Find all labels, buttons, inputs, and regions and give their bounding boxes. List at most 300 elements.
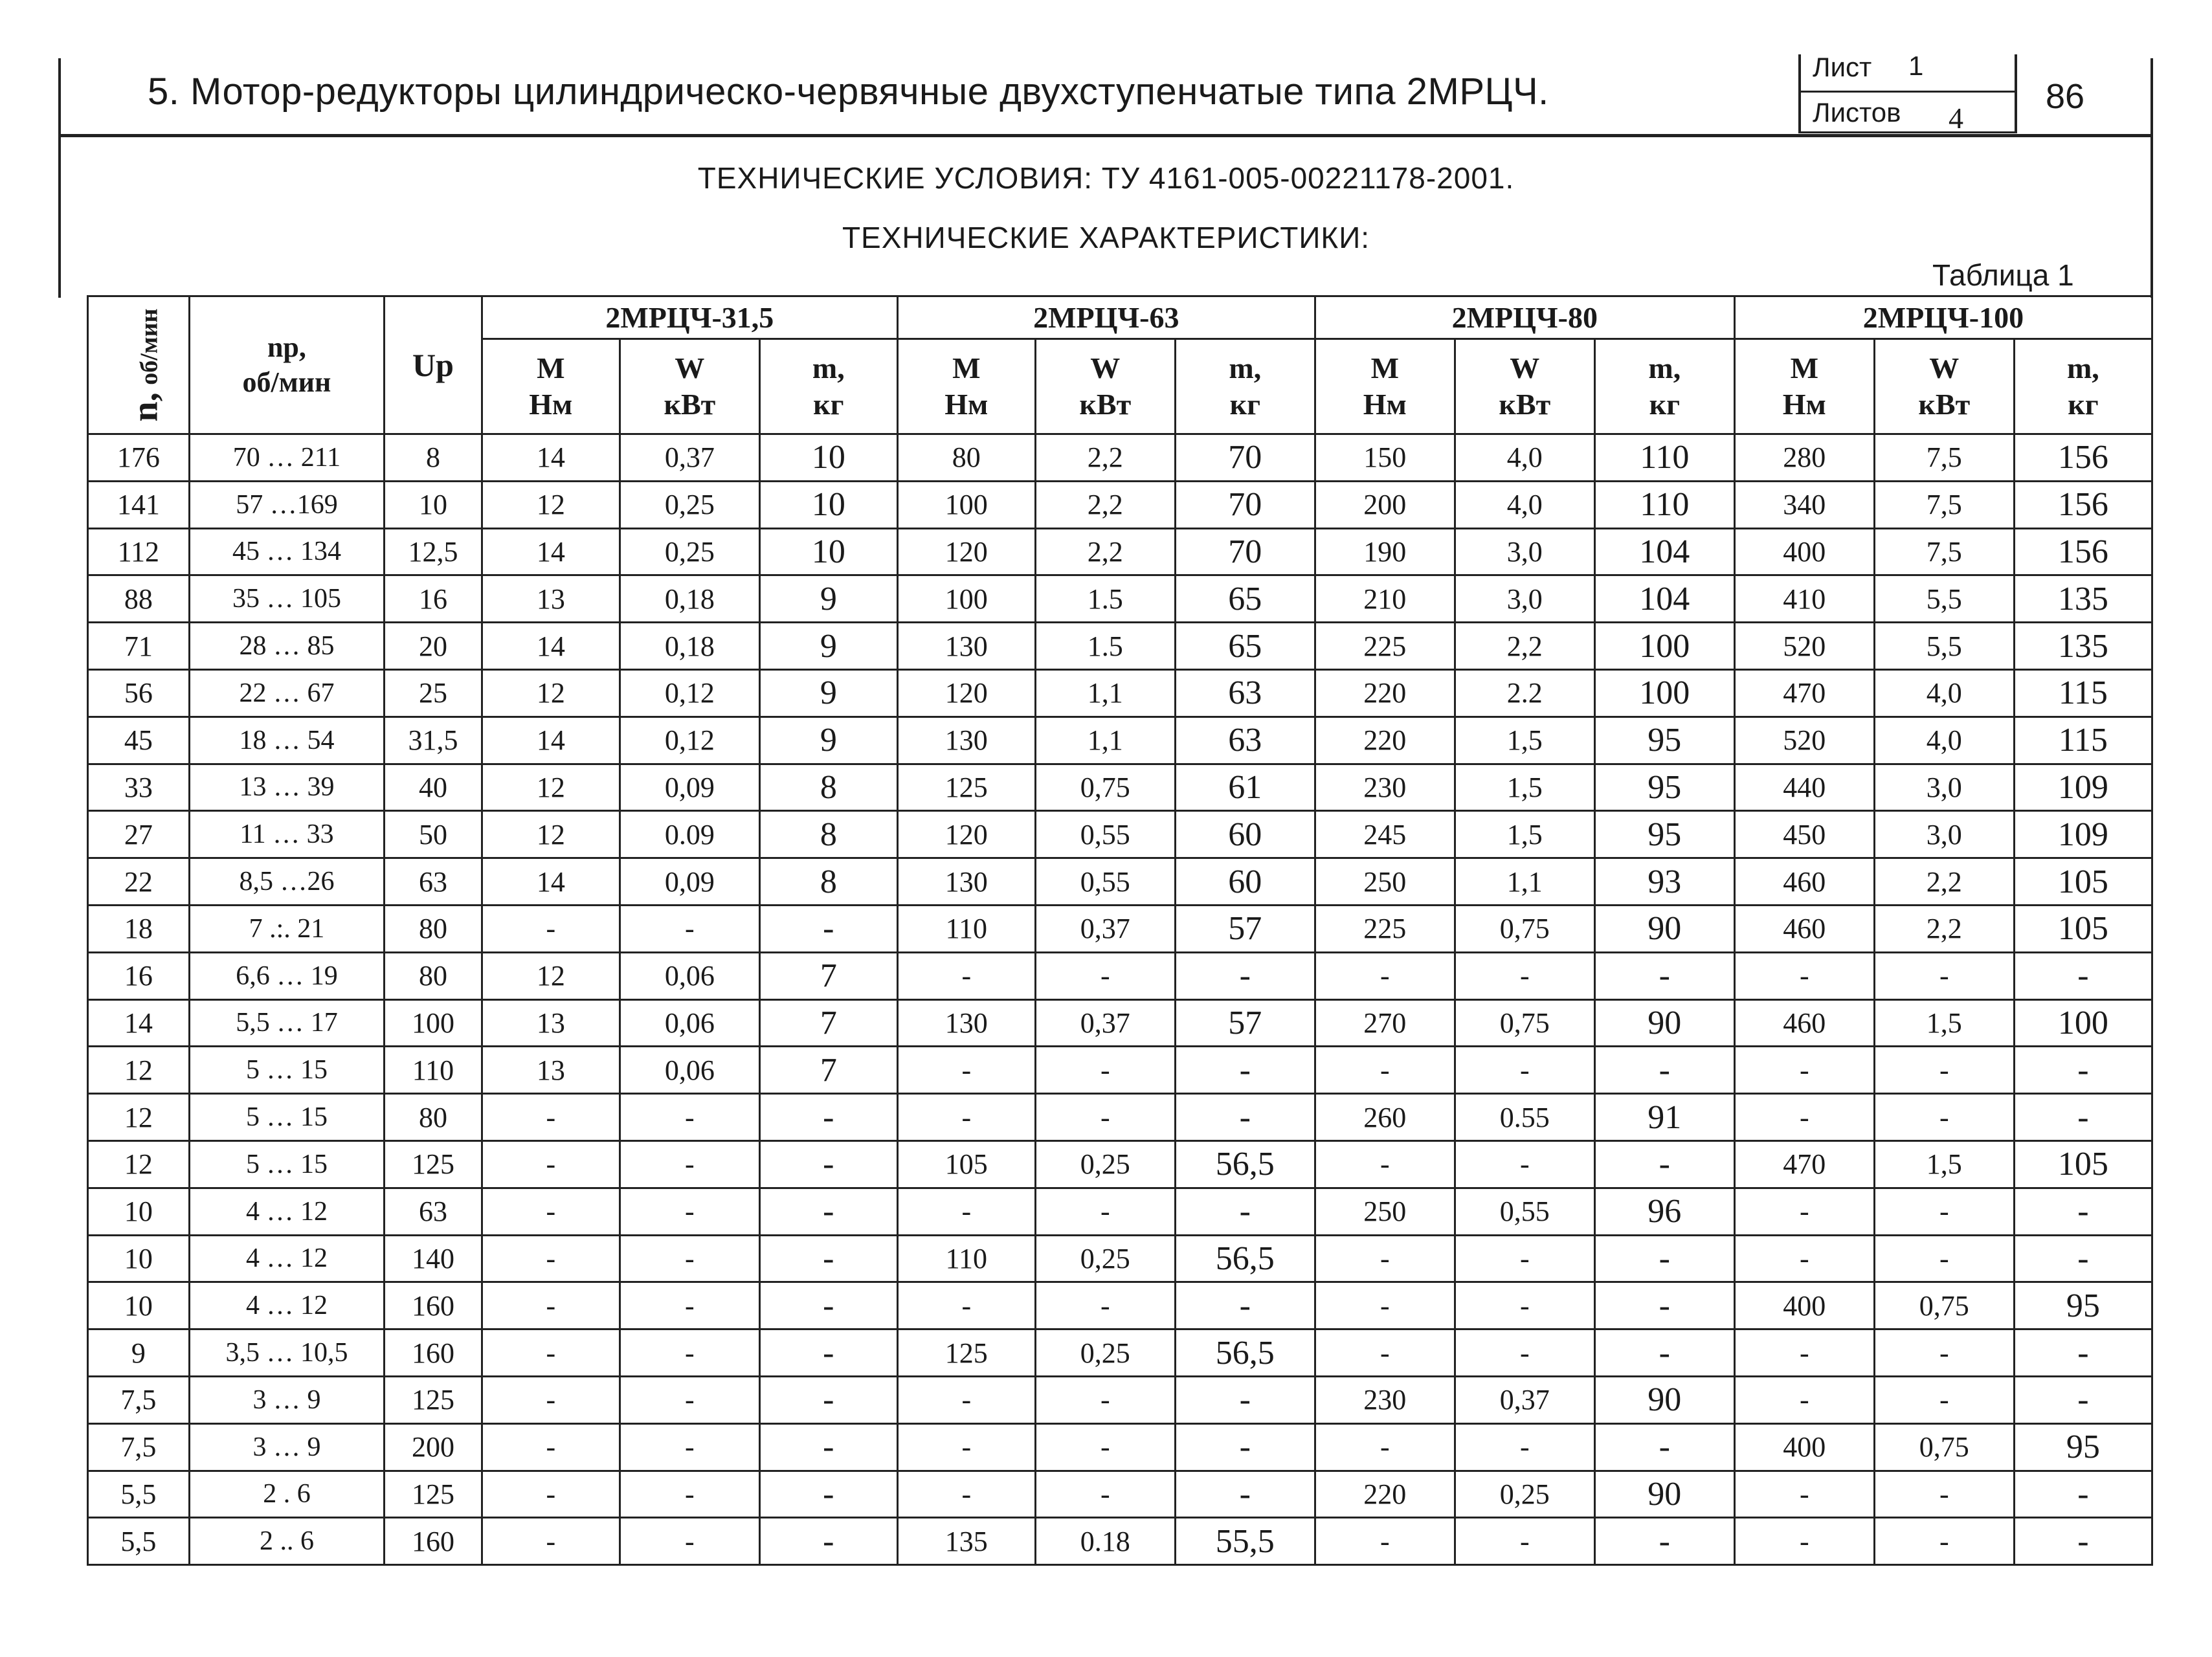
table-cell: 13 xyxy=(482,999,620,1047)
table-cell: 1,5 xyxy=(1455,764,1594,811)
table-cell: 1,1 xyxy=(1035,669,1175,717)
table-row xyxy=(88,1282,2152,1329)
table-cell: 130 xyxy=(897,623,1035,670)
table-cell: - xyxy=(1874,1471,2014,1518)
table-cell: 270 xyxy=(1315,999,1455,1047)
table-row xyxy=(88,1423,2152,1471)
table-cell: 70 xyxy=(1175,528,1315,575)
table-cell: 95 xyxy=(1594,811,1734,858)
table-cell: 10 xyxy=(88,1188,190,1235)
table-cell: 260 xyxy=(1315,1094,1455,1141)
table-cell: 12,5 xyxy=(385,528,482,575)
table-cell: 12 xyxy=(88,1047,190,1094)
table-cell: 7,5 xyxy=(88,1376,190,1423)
table-cell: - xyxy=(1315,1140,1455,1188)
table-cell: 14 xyxy=(482,528,620,575)
table-cell: - xyxy=(759,1471,897,1518)
table-cell: 90 xyxy=(1594,1471,1734,1518)
table-cell: 12 xyxy=(482,764,620,811)
table-cell: 0,25 xyxy=(1035,1140,1175,1188)
table-row xyxy=(88,434,2152,482)
table-cell: - xyxy=(1035,1376,1175,1423)
table-cell: - xyxy=(1315,1235,1455,1282)
table-cell: - xyxy=(620,1140,759,1188)
table-cell: 230 xyxy=(1315,1376,1455,1423)
table-cell: 10 xyxy=(88,1282,190,1329)
table-cell: 0,75 xyxy=(1874,1282,2014,1329)
table-cell: 104 xyxy=(1594,575,1734,623)
table-cell: 156 xyxy=(2014,434,2152,482)
table-cell: - xyxy=(482,1471,620,1518)
table-cell: 160 xyxy=(385,1518,482,1565)
table-cell: 10 xyxy=(88,1235,190,1282)
table-cell: 0,25 xyxy=(620,481,759,528)
group-header-31-5: 2МРЦЧ-31,5 xyxy=(482,296,897,339)
table-cell: 105 xyxy=(2014,858,2152,906)
table-cell: - xyxy=(1734,1188,1874,1235)
table-cell: 0,18 xyxy=(620,623,759,670)
table-cell: 12 xyxy=(482,952,620,999)
table-cell: 5,5 xyxy=(1874,623,2014,670)
table-cell: 10 xyxy=(759,528,897,575)
table-cell: 14 xyxy=(482,623,620,670)
table-cell: 0,25 xyxy=(1035,1235,1175,1282)
table-cell: 2,2 xyxy=(1035,434,1175,482)
table-cell: 109 xyxy=(2014,764,2152,811)
table-cell: 0,37 xyxy=(620,434,759,482)
table-cell: - xyxy=(759,905,897,952)
table-cell: 225 xyxy=(1315,905,1455,952)
table-cell: - xyxy=(620,1235,759,1282)
table-cell: 340 xyxy=(1734,481,1874,528)
table-cell: - xyxy=(1874,1329,2014,1377)
table-cell: 9 xyxy=(759,575,897,623)
table-cell: - xyxy=(1874,1235,2014,1282)
table-cell: - xyxy=(620,905,759,952)
table-row xyxy=(88,1047,2152,1094)
table-cell: - xyxy=(1035,1188,1175,1235)
col-header-n-symbol: n, xyxy=(125,392,166,422)
table-row xyxy=(88,1518,2152,1565)
col-header-up: Uр xyxy=(385,296,482,434)
table-cell: 16 xyxy=(88,952,190,999)
spec-table xyxy=(87,295,2153,1566)
table-row xyxy=(88,1094,2152,1141)
table-cell: - xyxy=(2014,1235,2152,1282)
subheader-mass: m, кг xyxy=(1594,339,1734,434)
table-cell: 1,1 xyxy=(1035,717,1175,764)
table-cell: 2,2 xyxy=(1035,528,1175,575)
subheader-mass: m, кг xyxy=(759,339,897,434)
table-cell: - xyxy=(620,1329,759,1377)
table-cell: - xyxy=(759,1423,897,1471)
table-cell: 9 xyxy=(759,623,897,670)
table-cell: 88 xyxy=(88,575,190,623)
table-row xyxy=(88,1376,2152,1423)
table-cell: - xyxy=(2014,1518,2152,1565)
table-cell: - xyxy=(897,1282,1035,1329)
table-cell: 63 xyxy=(385,858,482,906)
table-cell: - xyxy=(482,1376,620,1423)
col-header-np xyxy=(189,296,384,434)
table-cell: 0,75 xyxy=(1455,905,1594,952)
table-cell: 16 xyxy=(385,575,482,623)
document-title: 5. Мотор-редукторы цилиндрическо-червячные двухступенчатые типа 2МРЦЧ. xyxy=(148,71,1549,113)
table-row xyxy=(88,999,2152,1047)
table-cell: 33 xyxy=(88,764,190,811)
table-cell: 57 …169 xyxy=(189,481,384,528)
table-cell: - xyxy=(1035,1471,1175,1518)
table-cell: 120 xyxy=(897,669,1035,717)
table-cell: - xyxy=(1175,1376,1315,1423)
table-cell: - xyxy=(2014,1376,2152,1423)
table-cell: 7 xyxy=(759,999,897,1047)
table-cell: - xyxy=(1175,1471,1315,1518)
table-cell: - xyxy=(1315,1518,1455,1565)
table-cell: - xyxy=(2014,1188,2152,1235)
table-cell: 70 … 211 xyxy=(189,434,384,482)
table-row xyxy=(88,1329,2152,1377)
table-cell: 0,55 xyxy=(1035,811,1175,858)
table-cell: 0,12 xyxy=(620,669,759,717)
table-cell: 5,5 xyxy=(88,1518,190,1565)
table-cell: 96 xyxy=(1594,1188,1734,1235)
table-cell: 0,12 xyxy=(620,717,759,764)
table-cell: - xyxy=(1594,1329,1734,1377)
table-cell: - xyxy=(897,1188,1035,1235)
table-cell: 0,75 xyxy=(1455,999,1594,1047)
table-cell: 93 xyxy=(1594,858,1734,906)
table-cell: 470 xyxy=(1734,1140,1874,1188)
table-cell: 28 … 85 xyxy=(189,623,384,670)
sheet-label: Лист xyxy=(1813,52,1872,82)
table-cell: 13 xyxy=(482,575,620,623)
table-cell: 14 xyxy=(482,717,620,764)
table-cell: 0,55 xyxy=(1035,858,1175,906)
table-row xyxy=(88,623,2152,670)
table-cell: 25 xyxy=(385,669,482,717)
table-cell: 90 xyxy=(1594,1376,1734,1423)
table-cell: 130 xyxy=(897,858,1035,906)
table-cell: 250 xyxy=(1315,858,1455,906)
table-cell: - xyxy=(482,1282,620,1329)
table-cell: 176 xyxy=(88,434,190,482)
table-cell: - xyxy=(1594,1282,1734,1329)
table-cell: 2,2 xyxy=(1874,858,2014,906)
table-cell: - xyxy=(482,1329,620,1377)
table-cell: 0,37 xyxy=(1035,999,1175,1047)
table-cell: - xyxy=(1734,1047,1874,1094)
table-cell: - xyxy=(482,1518,620,1565)
table-cell: - xyxy=(620,1423,759,1471)
table-cell: - xyxy=(620,1282,759,1329)
table-cell: 400 xyxy=(1734,1423,1874,1471)
table-cell: 1,5 xyxy=(1455,811,1594,858)
table-cell: 200 xyxy=(385,1423,482,1471)
table-cell: 0.18 xyxy=(1035,1518,1175,1565)
table-cell: 100 xyxy=(2014,999,2152,1047)
sheets-value: 4 xyxy=(1949,102,1963,135)
table-cell: - xyxy=(1874,952,2014,999)
sheet-info-underline xyxy=(1798,131,2015,133)
technical-characteristics-heading: ТЕХНИЧЕСКИЕ ХАРАКТЕРИСТИКИ: xyxy=(842,221,1370,254)
col-header-n xyxy=(88,296,190,434)
table-cell: - xyxy=(759,1518,897,1565)
table-cell: 90 xyxy=(1594,999,1734,1047)
table-cell: 31,5 xyxy=(385,717,482,764)
table-row xyxy=(88,1235,2152,1282)
table-cell: 1,1 xyxy=(1455,858,1594,906)
table-cell: 12 xyxy=(482,811,620,858)
table-cell: - xyxy=(1734,1471,1874,1518)
table-row xyxy=(88,1140,2152,1188)
table-cell: 12 xyxy=(88,1140,190,1188)
table-cell: - xyxy=(1455,1282,1594,1329)
table-cell: 100 xyxy=(1594,623,1734,670)
table-row xyxy=(88,1471,2152,1518)
table-cell: 105 xyxy=(897,1140,1035,1188)
table-cell: 0,25 xyxy=(1455,1471,1594,1518)
table-cell: - xyxy=(1455,1140,1594,1188)
table-cell: 56 xyxy=(88,669,190,717)
table-cell: - xyxy=(2014,1047,2152,1094)
spec-table-body xyxy=(88,434,2152,1565)
table-cell: 1.5 xyxy=(1035,575,1175,623)
table-cell: 125 xyxy=(897,764,1035,811)
table-cell: 104 xyxy=(1594,528,1734,575)
col-header-np-symbol: nр, xyxy=(267,331,306,363)
table-cell: - xyxy=(1315,1423,1455,1471)
table-cell: 460 xyxy=(1734,905,1874,952)
table-cell: 520 xyxy=(1734,623,1874,670)
table-cell: - xyxy=(897,1471,1035,1518)
table-cell: - xyxy=(1175,1282,1315,1329)
table-cell: 12 xyxy=(482,481,620,528)
table-cell: 0,06 xyxy=(620,1047,759,1094)
table-cell: 22 … 67 xyxy=(189,669,384,717)
table-cell: 95 xyxy=(1594,764,1734,811)
table-cell: 190 xyxy=(1315,528,1455,575)
subheader-power: W кВт xyxy=(620,339,759,434)
table-cell: - xyxy=(1175,1094,1315,1141)
spec-table-container xyxy=(87,295,2153,1566)
table-cell: - xyxy=(620,1094,759,1141)
table-cell: 460 xyxy=(1734,999,1874,1047)
table-cell: 115 xyxy=(2014,669,2152,717)
table-row xyxy=(88,905,2152,952)
table-cell: - xyxy=(1175,1423,1315,1471)
table-cell: 8 xyxy=(759,764,897,811)
table-cell: 2,2 xyxy=(1455,623,1594,670)
table-cell: 5,5 … 17 xyxy=(189,999,384,1047)
table-cell: 80 xyxy=(897,434,1035,482)
table-cell: 56,5 xyxy=(1175,1140,1315,1188)
table-cell: 140 xyxy=(385,1235,482,1282)
table-cell: 110 xyxy=(1594,481,1734,528)
table-cell: 400 xyxy=(1734,528,1874,575)
table-cell: - xyxy=(1455,952,1594,999)
table-cell: 125 xyxy=(385,1140,482,1188)
table-cell: 280 xyxy=(1734,434,1874,482)
table-cell: 63 xyxy=(1175,717,1315,764)
table-cell: - xyxy=(620,1471,759,1518)
sheets-label: Листов xyxy=(1813,97,1901,128)
table-cell: 0.09 xyxy=(620,811,759,858)
table-cell: 245 xyxy=(1315,811,1455,858)
table-cell: 160 xyxy=(385,1282,482,1329)
table-cell: 70 xyxy=(1175,434,1315,482)
table-cell: 9 xyxy=(759,717,897,764)
table-cell: 90 xyxy=(1594,905,1734,952)
table-cell: 450 xyxy=(1734,811,1874,858)
table-cell: 63 xyxy=(385,1188,482,1235)
table-cell: - xyxy=(1874,1518,2014,1565)
table-cell: - xyxy=(897,1094,1035,1141)
table-cell: 110 xyxy=(897,905,1035,952)
table-row xyxy=(88,717,2152,764)
subheader-mass: m, кг xyxy=(1175,339,1315,434)
table-cell: 60 xyxy=(1175,811,1315,858)
table-cell: 0.55 xyxy=(1455,1094,1594,1141)
table-cell: - xyxy=(759,1094,897,1141)
subheader-torque: М Нм xyxy=(897,339,1035,434)
table-cell: 130 xyxy=(897,999,1035,1047)
table-cell: 7 .:. 21 xyxy=(189,905,384,952)
table-row xyxy=(88,575,2152,623)
subheader-power: W кВт xyxy=(1874,339,2014,434)
table-cell: - xyxy=(897,1376,1035,1423)
table-cell: 3,0 xyxy=(1455,528,1594,575)
table-cell: 56,5 xyxy=(1175,1329,1315,1377)
table-cell: - xyxy=(1035,1282,1175,1329)
table-cell: 7,5 xyxy=(1874,434,2014,482)
table-cell: - xyxy=(1035,952,1175,999)
table-cell: 8 xyxy=(385,434,482,482)
table-cell: 91 xyxy=(1594,1094,1734,1141)
table-cell: - xyxy=(2014,952,2152,999)
table-cell: - xyxy=(1874,1094,2014,1141)
table-cell: 71 xyxy=(88,623,190,670)
table-header-row-groups xyxy=(88,296,2152,339)
table-cell: - xyxy=(759,1376,897,1423)
table-cell: - xyxy=(1874,1376,2014,1423)
table-cell: 45 … 134 xyxy=(189,528,384,575)
table-cell: 5 … 15 xyxy=(189,1047,384,1094)
subheader-power: W кВт xyxy=(1455,339,1594,434)
table-cell: - xyxy=(897,1047,1035,1094)
col-header-n-unit: об/мин xyxy=(135,308,163,385)
table-cell: 125 xyxy=(385,1376,482,1423)
table-cell: - xyxy=(1594,1140,1734,1188)
table-cell: 14 xyxy=(88,999,190,1047)
table-cell: 0,06 xyxy=(620,999,759,1047)
table-cell: 2 . 6 xyxy=(189,1471,384,1518)
table-cell: 1,5 xyxy=(1874,1140,2014,1188)
table-cell: 12 xyxy=(482,669,620,717)
table-cell: - xyxy=(1594,952,1734,999)
table-row xyxy=(88,764,2152,811)
table-cell: 80 xyxy=(385,1094,482,1141)
table-cell: 210 xyxy=(1315,575,1455,623)
table-cell: 65 xyxy=(1175,623,1315,670)
table-cell: 125 xyxy=(897,1329,1035,1377)
table-cell: 8 xyxy=(759,811,897,858)
table-cell: - xyxy=(1035,1423,1175,1471)
table-cell: 95 xyxy=(2014,1282,2152,1329)
table-cell: 4 … 12 xyxy=(189,1282,384,1329)
table-cell: 6,6 … 19 xyxy=(189,952,384,999)
table-cell: - xyxy=(759,1235,897,1282)
table-cell: 8,5 …26 xyxy=(189,858,384,906)
table-cell: 100 xyxy=(1594,669,1734,717)
subheader-mass: m, кг xyxy=(2014,339,2152,434)
table-cell: - xyxy=(1455,1518,1594,1565)
header-divider xyxy=(58,134,2153,137)
table-cell: 115 xyxy=(2014,717,2152,764)
table-cell: 18 … 54 xyxy=(189,717,384,764)
page-number: 86 xyxy=(2046,77,2085,116)
sheet-value: 1 xyxy=(1908,50,1924,81)
table-cell: - xyxy=(1455,1329,1594,1377)
table-cell: 63 xyxy=(1175,669,1315,717)
table-cell: 14 xyxy=(482,434,620,482)
table-cell: 57 xyxy=(1175,905,1315,952)
table-cell: 13 … 39 xyxy=(189,764,384,811)
table-cell: 9 xyxy=(759,669,897,717)
table-cell: - xyxy=(759,1188,897,1235)
table-cell: 120 xyxy=(897,528,1035,575)
table-cell: 5 … 15 xyxy=(189,1094,384,1141)
table-cell: 3,0 xyxy=(1874,811,2014,858)
table-cell: 80 xyxy=(385,905,482,952)
table-cell: - xyxy=(1594,1235,1734,1282)
table-cell: - xyxy=(2014,1094,2152,1141)
table-cell: 57 xyxy=(1175,999,1315,1047)
table-cell: 14 xyxy=(482,858,620,906)
table-cell: - xyxy=(1734,1235,1874,1282)
table-cell: 130 xyxy=(897,717,1035,764)
table-cell: 156 xyxy=(2014,481,2152,528)
table-cell: 105 xyxy=(2014,905,2152,952)
table-cell: 460 xyxy=(1734,858,1874,906)
table-cell: 4,0 xyxy=(1455,481,1594,528)
table-cell: 135 xyxy=(2014,623,2152,670)
table-cell: 110 xyxy=(897,1235,1035,1282)
table-cell: 3,5 … 10,5 xyxy=(189,1329,384,1377)
sheet-info-divider xyxy=(1798,91,2015,93)
table-cell: 4 … 12 xyxy=(189,1188,384,1235)
table-cell: 55,5 xyxy=(1175,1518,1315,1565)
table-cell: 7,5 xyxy=(1874,481,2014,528)
table-row xyxy=(88,528,2152,575)
table-number: Таблица 1 xyxy=(1932,258,2074,292)
table-cell: 11 … 33 xyxy=(189,811,384,858)
table-cell: 10 xyxy=(759,481,897,528)
table-row xyxy=(88,858,2152,906)
table-cell: 4,0 xyxy=(1455,434,1594,482)
table-cell: 160 xyxy=(385,1329,482,1377)
table-cell: 0,18 xyxy=(620,575,759,623)
table-cell: 470 xyxy=(1734,669,1874,717)
table-cell: 10 xyxy=(759,434,897,482)
table-cell: - xyxy=(1874,1047,2014,1094)
table-cell: 8 xyxy=(759,858,897,906)
table-cell: 4,0 xyxy=(1874,717,2014,764)
table-cell: 35 … 105 xyxy=(189,575,384,623)
table-cell: - xyxy=(1175,952,1315,999)
table-cell: - xyxy=(482,1140,620,1188)
table-cell: 7 xyxy=(759,952,897,999)
